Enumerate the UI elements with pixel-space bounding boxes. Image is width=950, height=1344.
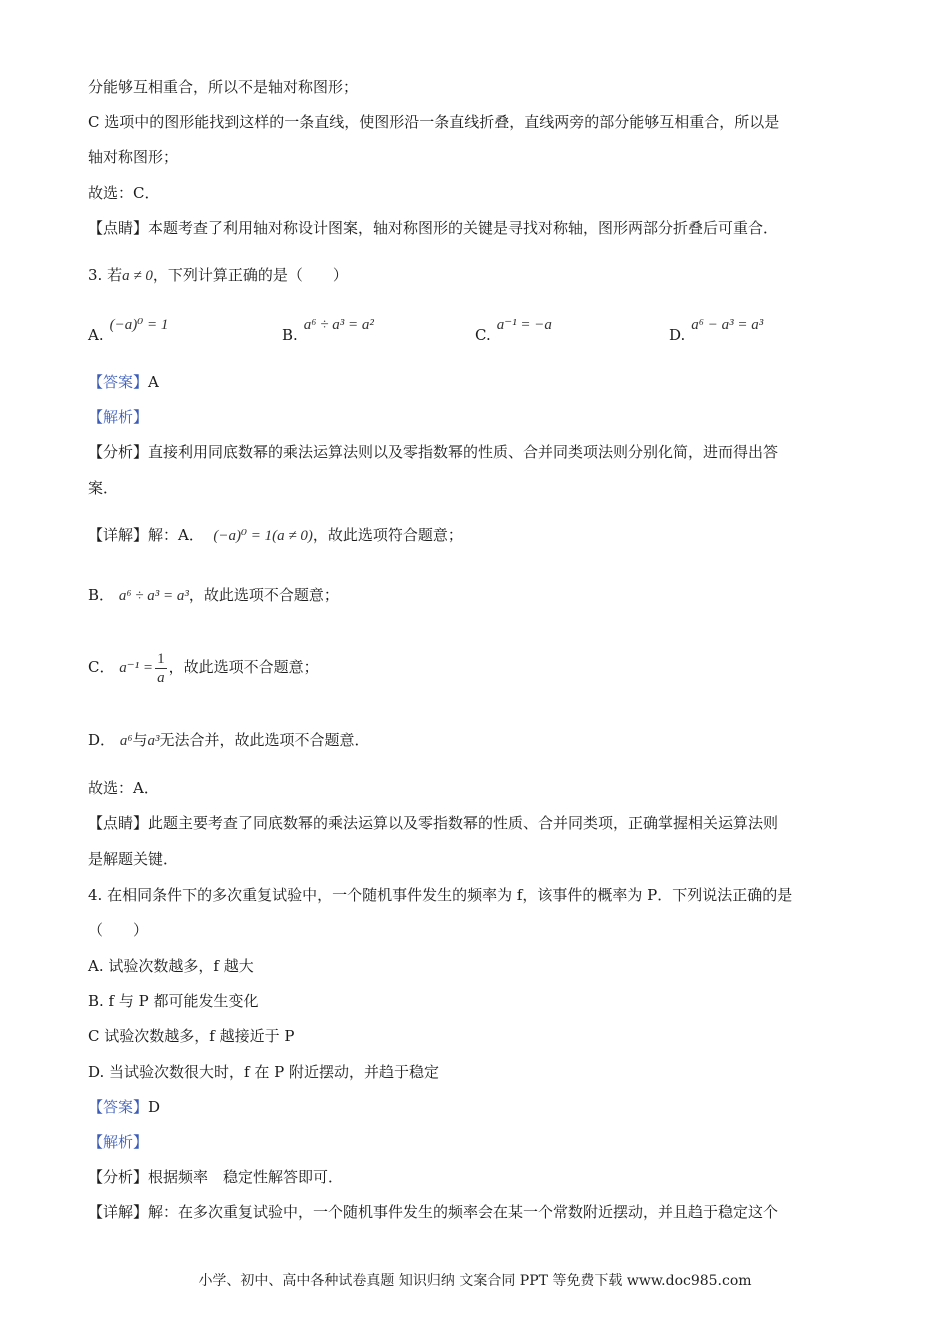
detail-prefix: D． [88,731,116,749]
q3-stem-prefix: 3. 若 [88,266,123,284]
q3-option-c [475,317,552,345]
text-line: 故选：C． [88,184,160,202]
answer-value: D [148,1098,161,1116]
detail-prefix: C． [88,658,115,676]
q4-option-c: C 试验次数越多，f 越接近于 P [88,1027,295,1045]
q4-detail [88,1202,870,1222]
q3-option-a [88,317,169,345]
q4-option-d: D. 当试验次数很大时，f 在 P 附近摆动，并趋于稳定 [88,1063,439,1081]
page-footer: 小学、初中、高中各种试卷真题 知识归纳 文案合同 PPT 等免费下载 www.doc985.com [198,1273,752,1289]
detail-expression: a⁻¹ = [119,660,154,676]
q3-detail-d [88,730,870,751]
detail-suffix: 无法合并，故此选项不合题意． [159,731,370,749]
q4-option-a: A. 试验次数越多，f 越大 [88,957,254,975]
q3-option-b [282,317,374,345]
q4-stem-cont: （ ） [88,921,149,939]
fenxi-tag: 【分析】 [88,443,149,461]
fraction-denominator: a [157,669,165,686]
point-note-text: 本题考查了利用轴对称设计图案，轴对称图形的关键是寻找对称轴，图形两部分折叠后可重合． [148,219,779,237]
fraction [155,650,167,687]
q4-stem: 4. 在相同条件下的多次重复试验中，一个随机事件发生的频率为 f，该事件的概率为 P．下列说法正确的是 [88,886,793,904]
q3-condition: a ≠ 0 [122,268,153,284]
q3-answer [88,372,870,392]
q4-fenxi [88,1167,870,1187]
q3-detail-b [88,585,870,606]
detail-suffix: ，故此选项符合题意； [312,526,463,544]
point-note [88,218,870,238]
detail-tag: 【详解】 [88,1203,149,1221]
detail-tag: 【详解】 [88,526,149,544]
detail-connector: 与 [132,731,148,749]
detail-expression: a⁶ ÷ a³ = a³ [118,588,189,604]
answer-value: A [148,373,159,391]
detail-suffix: ，故此选项不合题意； [188,586,339,604]
fenxi-tag: 【分析】 [88,1168,149,1186]
option-expression: (−a)⁰ = 1 [109,317,169,333]
detail-expression: a⁶ [119,733,133,749]
q3-point-note [88,813,870,833]
fraction-numerator: 1 [157,650,165,667]
option-label: A. [88,326,104,344]
q3-choose: 故选：A． [88,779,159,797]
q3-stem [88,265,870,286]
detail-prefix: B． [88,586,115,604]
detail-prefix: 解：A． [148,526,204,544]
option-expression: a⁶ − a³ = a³ [691,317,764,333]
point-note-text: 此题主要考查了同底数幂的乘法运算以及零指数幂的性质、合并同类项，正确掌握相关运算法则 [148,814,779,832]
q3-analysis-tag: 【解析】 [88,408,149,426]
option-expression: a⁻¹ = −a [496,317,552,333]
option-label: B. [282,326,298,344]
detail-text: 解：在多次重复试验中，一个随机事件发生的频率会在某一个常数附近摆动，并且趋于稳定这个 [148,1203,779,1221]
q4-option-b: B. f 与 P 都可能发生变化 [88,992,259,1010]
option-expression: a⁶ ÷ a³ = a² [303,317,374,333]
q3-fenxi [88,442,870,462]
q4-analysis-tag: 【解析】 [88,1133,149,1151]
q3-option-d [669,317,764,345]
fenxi-text: 根据频率 稳定性解答即可． [148,1168,344,1186]
q3-detail-c [88,647,870,688]
answer-tag: 【答案】 [88,1098,149,1116]
point-note-tag: 【点睛】 [88,219,149,237]
text-line: 轴对称图形； [88,148,179,166]
detail-expression: (−a)⁰ = 1(a ≠ 0) [213,528,313,544]
q3-detail-a [88,525,870,546]
text-line: C 选项中的图形能找到这样的一条直线，使图形沿一条直线折叠，直线两旁的部分能够互相重合，所以是 [88,113,780,131]
q3-point-note-cont: 是解题关键． [88,850,179,868]
answer-tag: 【答案】 [88,373,149,391]
fenxi-text: 直接利用同底数幂的乘法运算法则以及零指数幂的性质、合并同类项法则分别化简，进而得出答 [148,443,779,461]
option-label: C. [475,326,491,344]
text-line: 分能够互相重合，所以不是轴对称图形； [88,78,359,96]
detail-suffix: ，故此选项不合题意； [168,658,319,676]
option-label: D. [669,326,686,344]
q3-fenxi-cont: 案． [88,479,119,497]
detail-expression: a³ [147,733,160,749]
q3-stem-suffix: ，下列计算正确的是（ ） [152,266,348,284]
point-note-tag: 【点睛】 [88,814,149,832]
q4-answer [88,1097,870,1117]
